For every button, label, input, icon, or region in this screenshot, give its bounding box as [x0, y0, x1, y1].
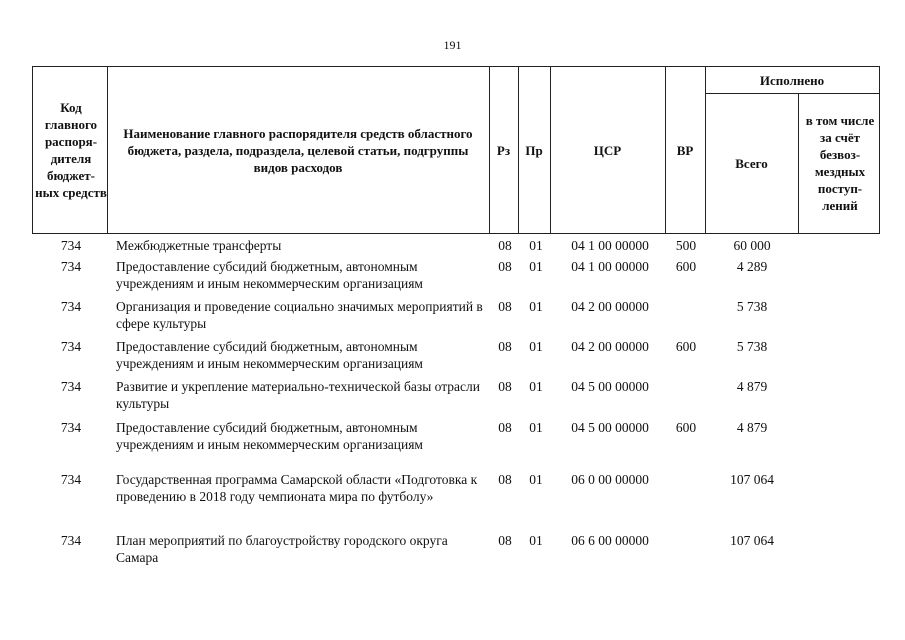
header-executed: Исполнено — [759, 72, 825, 88]
cell-csr: 04 1 00 00000 — [571, 259, 649, 274]
cell-total: 107 064 — [730, 472, 774, 487]
cell-name: Предоставление субсидий бюджетным, автономным учреждениям и иным некоммерческим организациям — [116, 420, 423, 452]
cell-pr: 01 — [529, 420, 543, 435]
cell-csr: 04 1 00 00000 — [571, 238, 649, 253]
cell-code: 734 — [60, 533, 82, 548]
header-code: Код главного распоря-дителя бюджет-ных средств — [35, 100, 107, 200]
header-rz: Рз — [496, 142, 511, 158]
cell-rz: 08 — [498, 379, 512, 394]
cell-name: Предоставление субсидий бюджетным, автономным учреждениям и иным некоммерческим организациям — [116, 339, 423, 371]
cell-vr: 600 — [675, 259, 697, 274]
cell-code: 734 — [60, 339, 82, 354]
cell-pr: 01 — [529, 238, 543, 253]
cell-name: Развитие и укрепление материально-технической базы отрасли культуры — [116, 379, 480, 411]
cell-total: 60 000 — [733, 238, 771, 253]
cell-rz: 08 — [498, 299, 512, 314]
cell-csr: 04 2 00 00000 — [571, 339, 649, 354]
cell-code: 734 — [60, 299, 82, 314]
cell-rz: 08 — [498, 259, 512, 274]
cell-pr: 01 — [529, 379, 543, 394]
cell-pr: 01 — [529, 339, 543, 354]
cell-csr: 04 2 00 00000 — [571, 299, 649, 314]
cell-vr: 500 — [675, 238, 697, 253]
page-number: 191 — [443, 38, 462, 52]
header-free-receipts: в том числе за счёт безвоз-мездных поступ-лений — [805, 113, 875, 213]
cell-rz: 08 — [498, 420, 512, 435]
cell-code: 734 — [60, 472, 82, 487]
cell-code: 734 — [60, 259, 82, 274]
header-name: Наименование главного распорядителя средств областного бюджета, раздела, подраздела, целевой статьи, подгруппы видов расходов — [123, 125, 473, 175]
cell-csr: 06 6 00 00000 — [571, 533, 649, 548]
cell-name: Государственная программа Самарской области «Подготовка к проведению в 2018 году чемпионата мира по футболу» — [116, 472, 478, 504]
cell-name: Межбюджетные трансферты — [116, 238, 282, 253]
cell-total: 4 879 — [736, 420, 768, 435]
cell-csr: 04 5 00 00000 — [571, 379, 649, 394]
cell-rz: 08 — [498, 339, 512, 354]
header-total: Всего — [735, 155, 768, 171]
cell-rz: 08 — [498, 472, 512, 487]
cell-code: 734 — [60, 238, 82, 253]
cell-csr: 04 5 00 00000 — [571, 420, 649, 435]
cell-rz: 08 — [498, 533, 512, 548]
cell-total: 5 738 — [736, 299, 768, 314]
cell-code: 734 — [60, 379, 82, 394]
cell-pr: 01 — [529, 259, 543, 274]
cell-rz: 08 — [498, 238, 512, 253]
header-pr: Пр — [525, 142, 543, 158]
table-header — [32, 66, 880, 234]
cell-pr: 01 — [529, 472, 543, 487]
cell-total: 4 879 — [736, 379, 768, 394]
cell-csr: 06 0 00 00000 — [571, 472, 649, 487]
cell-name: Организация и проведение социально значимых мероприятий в сфере культуры — [116, 299, 483, 331]
cell-pr: 01 — [529, 533, 543, 548]
cell-total: 4 289 — [736, 259, 768, 274]
cell-pr: 01 — [529, 299, 543, 314]
cell-name: Предоставление субсидий бюджетным, автономным учреждениям и иным некоммерческим организациям — [116, 259, 423, 291]
header-csr: ЦСР — [593, 142, 622, 158]
cell-vr: 600 — [675, 420, 697, 435]
cell-total: 107 064 — [730, 533, 774, 548]
header-vr: ВР — [676, 142, 694, 158]
cell-code: 734 — [60, 420, 82, 435]
cell-total: 5 738 — [736, 339, 768, 354]
cell-name: План мероприятий по благоустройству городского округа Самара — [116, 533, 448, 565]
cell-vr: 600 — [675, 339, 697, 354]
